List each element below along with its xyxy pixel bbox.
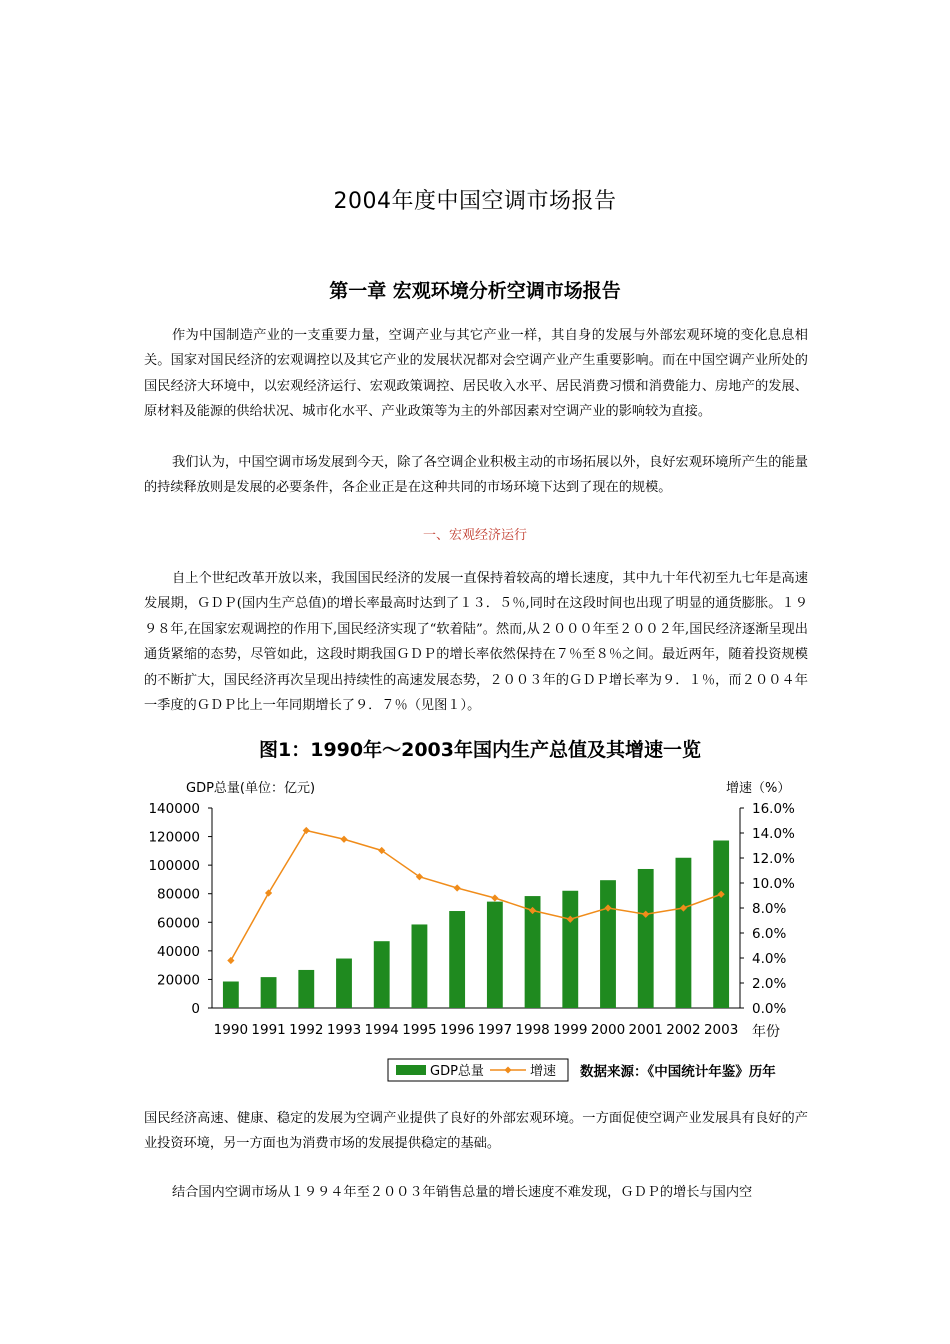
gdp-bar xyxy=(713,840,729,1008)
y-right-tick-label: 6.0% xyxy=(752,926,787,942)
gdp-bar xyxy=(487,902,503,1008)
x-tick-label: 1994 xyxy=(364,1022,399,1038)
y-right-tick-label: 14.0% xyxy=(752,826,795,842)
y-left-tick-label: 0 xyxy=(191,1001,200,1017)
x-tick-label: 1999 xyxy=(553,1022,588,1038)
gdp-bar xyxy=(638,869,654,1008)
y-left-tick-label: 140000 xyxy=(148,801,200,817)
x-tick-label: 1996 xyxy=(439,1022,475,1038)
growth-point xyxy=(265,889,272,896)
growth-point xyxy=(340,836,347,843)
x-axis-label: 年份 xyxy=(752,1024,780,1040)
gdp-bar xyxy=(374,941,390,1008)
growth-point xyxy=(303,827,310,834)
x-tick-label: 1995 xyxy=(402,1022,437,1038)
paragraph-2: 我们认为，中国空调市场发展到今天，除了各空调企业积极主动的市场拓展以外，良好宏观环境所产生的能量的持续释放则是发展的必要条件，各企业正是在这种共同的市场环境下达到了现在的规模。 xyxy=(144,455,808,496)
y-right-tick-label: 12.0% xyxy=(752,851,795,867)
paragraph-3: 自上个世纪改革开放以来，我国国民经济的发展一直保持着较高的增长速度，其中九十年代初至九七年是高速发展期，ＧＤＰ(国内生产总值)的增长率最高时达到了１３．５％,同时在这段时间也出现了明显的通货膨胀。１９９８年,在国家宏观调控的作用下,国民经济实现了“软着陆”。然而,从２０００年至２００２年,国民经济逐渐呈现出通货紧缩的态势，尽管如此，这段时期我国ＧＤＰ的增长率依然保持在７％至８％之间。最近两年，随着投资规模的不断扩大，国民经济再次呈现出持续性的高速发展态势，２００３年的ＧＤＰ增长率为９．１％，而２００４年一季度的ＧＤＰ比上一年同期增长了９．７％（见图１）。 xyxy=(144,571,808,714)
chapter-heading: 第一章 宏观环境分析空调市场报告 xyxy=(329,280,621,302)
x-tick-label: 1997 xyxy=(477,1022,513,1038)
x-tick-label: 1993 xyxy=(326,1022,362,1038)
y-right-tick-label: 10.0% xyxy=(752,876,795,892)
y-left-tick-label: 60000 xyxy=(157,915,200,932)
paragraph-4: 国民经济高速、健康、稳定的发展为空调产业提供了良好的外部宏观环境。一方面促使空调产业发展具有良好的产业投资环境，另一方面也为消费市场的发展提供稳定的基础。 xyxy=(144,1111,808,1152)
paragraph-1: 作为中国制造产业的一支重要力量，空调产业与其它产业一样，其自身的发展与外部宏观环境的变化息息相关。国家对国民经济的宏观调控以及其它产业的发展状况都对会空调产业产生重要影响。而在中国空调产业所处的国民经济大环境中，以宏观经济运行、宏观政策调控、居民收入水平、居民消费习惯和消费能力、房地产的发展、原材料及能源的供给状况、城市化水平、产业政策等为主的外部因素对空调产业的影响较为直接。 xyxy=(144,328,808,420)
x-tick-label: 2002 xyxy=(666,1022,701,1038)
y-right-tick-label: 16.0% xyxy=(752,801,795,817)
y-right-label: 增速（%） xyxy=(726,781,791,796)
section-heading: 一、宏观经济运行 xyxy=(422,528,527,543)
y-right-tick-label: 4.0% xyxy=(752,951,787,967)
legend-line-label: 增速 xyxy=(530,1064,557,1079)
document-title: 2004年度中国空调市场报告 xyxy=(333,189,617,214)
paragraph-5: 结合国内空调市场从１９９４年至２００３年销售总量的增长速度不难发现，ＧＤＰ的增长与国内空 xyxy=(172,1185,753,1200)
y-left-tick-label: 80000 xyxy=(157,886,200,903)
y-left-tick-label: 100000 xyxy=(148,858,200,875)
growth-point xyxy=(491,894,498,901)
gdp-bar xyxy=(336,959,352,1008)
x-tick-label: 1990 xyxy=(213,1022,249,1038)
gdp-bar xyxy=(298,970,314,1008)
y-left-tick-label: 40000 xyxy=(157,943,200,960)
y-left-tick-label: 20000 xyxy=(157,972,200,989)
chart-source: 数据来源：《中国统计年鉴》历年 xyxy=(580,1064,776,1080)
legend-bar-label: GDP总量 xyxy=(430,1064,484,1079)
growth-point xyxy=(454,884,461,891)
gdp-bar xyxy=(223,982,239,1008)
gdp-chart xyxy=(140,730,820,1090)
gdp-chart-svg xyxy=(140,730,820,1090)
gdp-bar xyxy=(261,977,277,1008)
gdp-bar xyxy=(412,924,428,1008)
x-tick-label: 2000 xyxy=(590,1022,626,1038)
y-left-tick-label: 120000 xyxy=(148,829,200,846)
y-right-tick-label: 8.0% xyxy=(752,901,787,917)
y-right-tick-label: 0.0% xyxy=(752,1001,787,1017)
gdp-bar xyxy=(600,880,616,1008)
chart-title: 图1：1990年～2003年国内生产总值及其增速一览 xyxy=(259,739,701,761)
y-left-label: GDP总量(单位：亿元) xyxy=(186,781,316,796)
x-tick-label: 1991 xyxy=(251,1022,286,1038)
growth-point xyxy=(227,957,234,964)
gdp-bar xyxy=(562,891,578,1008)
x-tick-label: 2003 xyxy=(703,1022,739,1038)
x-tick-label: 1992 xyxy=(289,1022,324,1038)
gdp-bar xyxy=(449,911,465,1008)
y-right-tick-label: 2.0% xyxy=(752,976,787,992)
legend-bar-swatch xyxy=(396,1065,426,1075)
gdp-bar xyxy=(676,858,692,1008)
x-tick-label: 1998 xyxy=(515,1022,550,1038)
x-tick-label: 2001 xyxy=(628,1022,663,1038)
